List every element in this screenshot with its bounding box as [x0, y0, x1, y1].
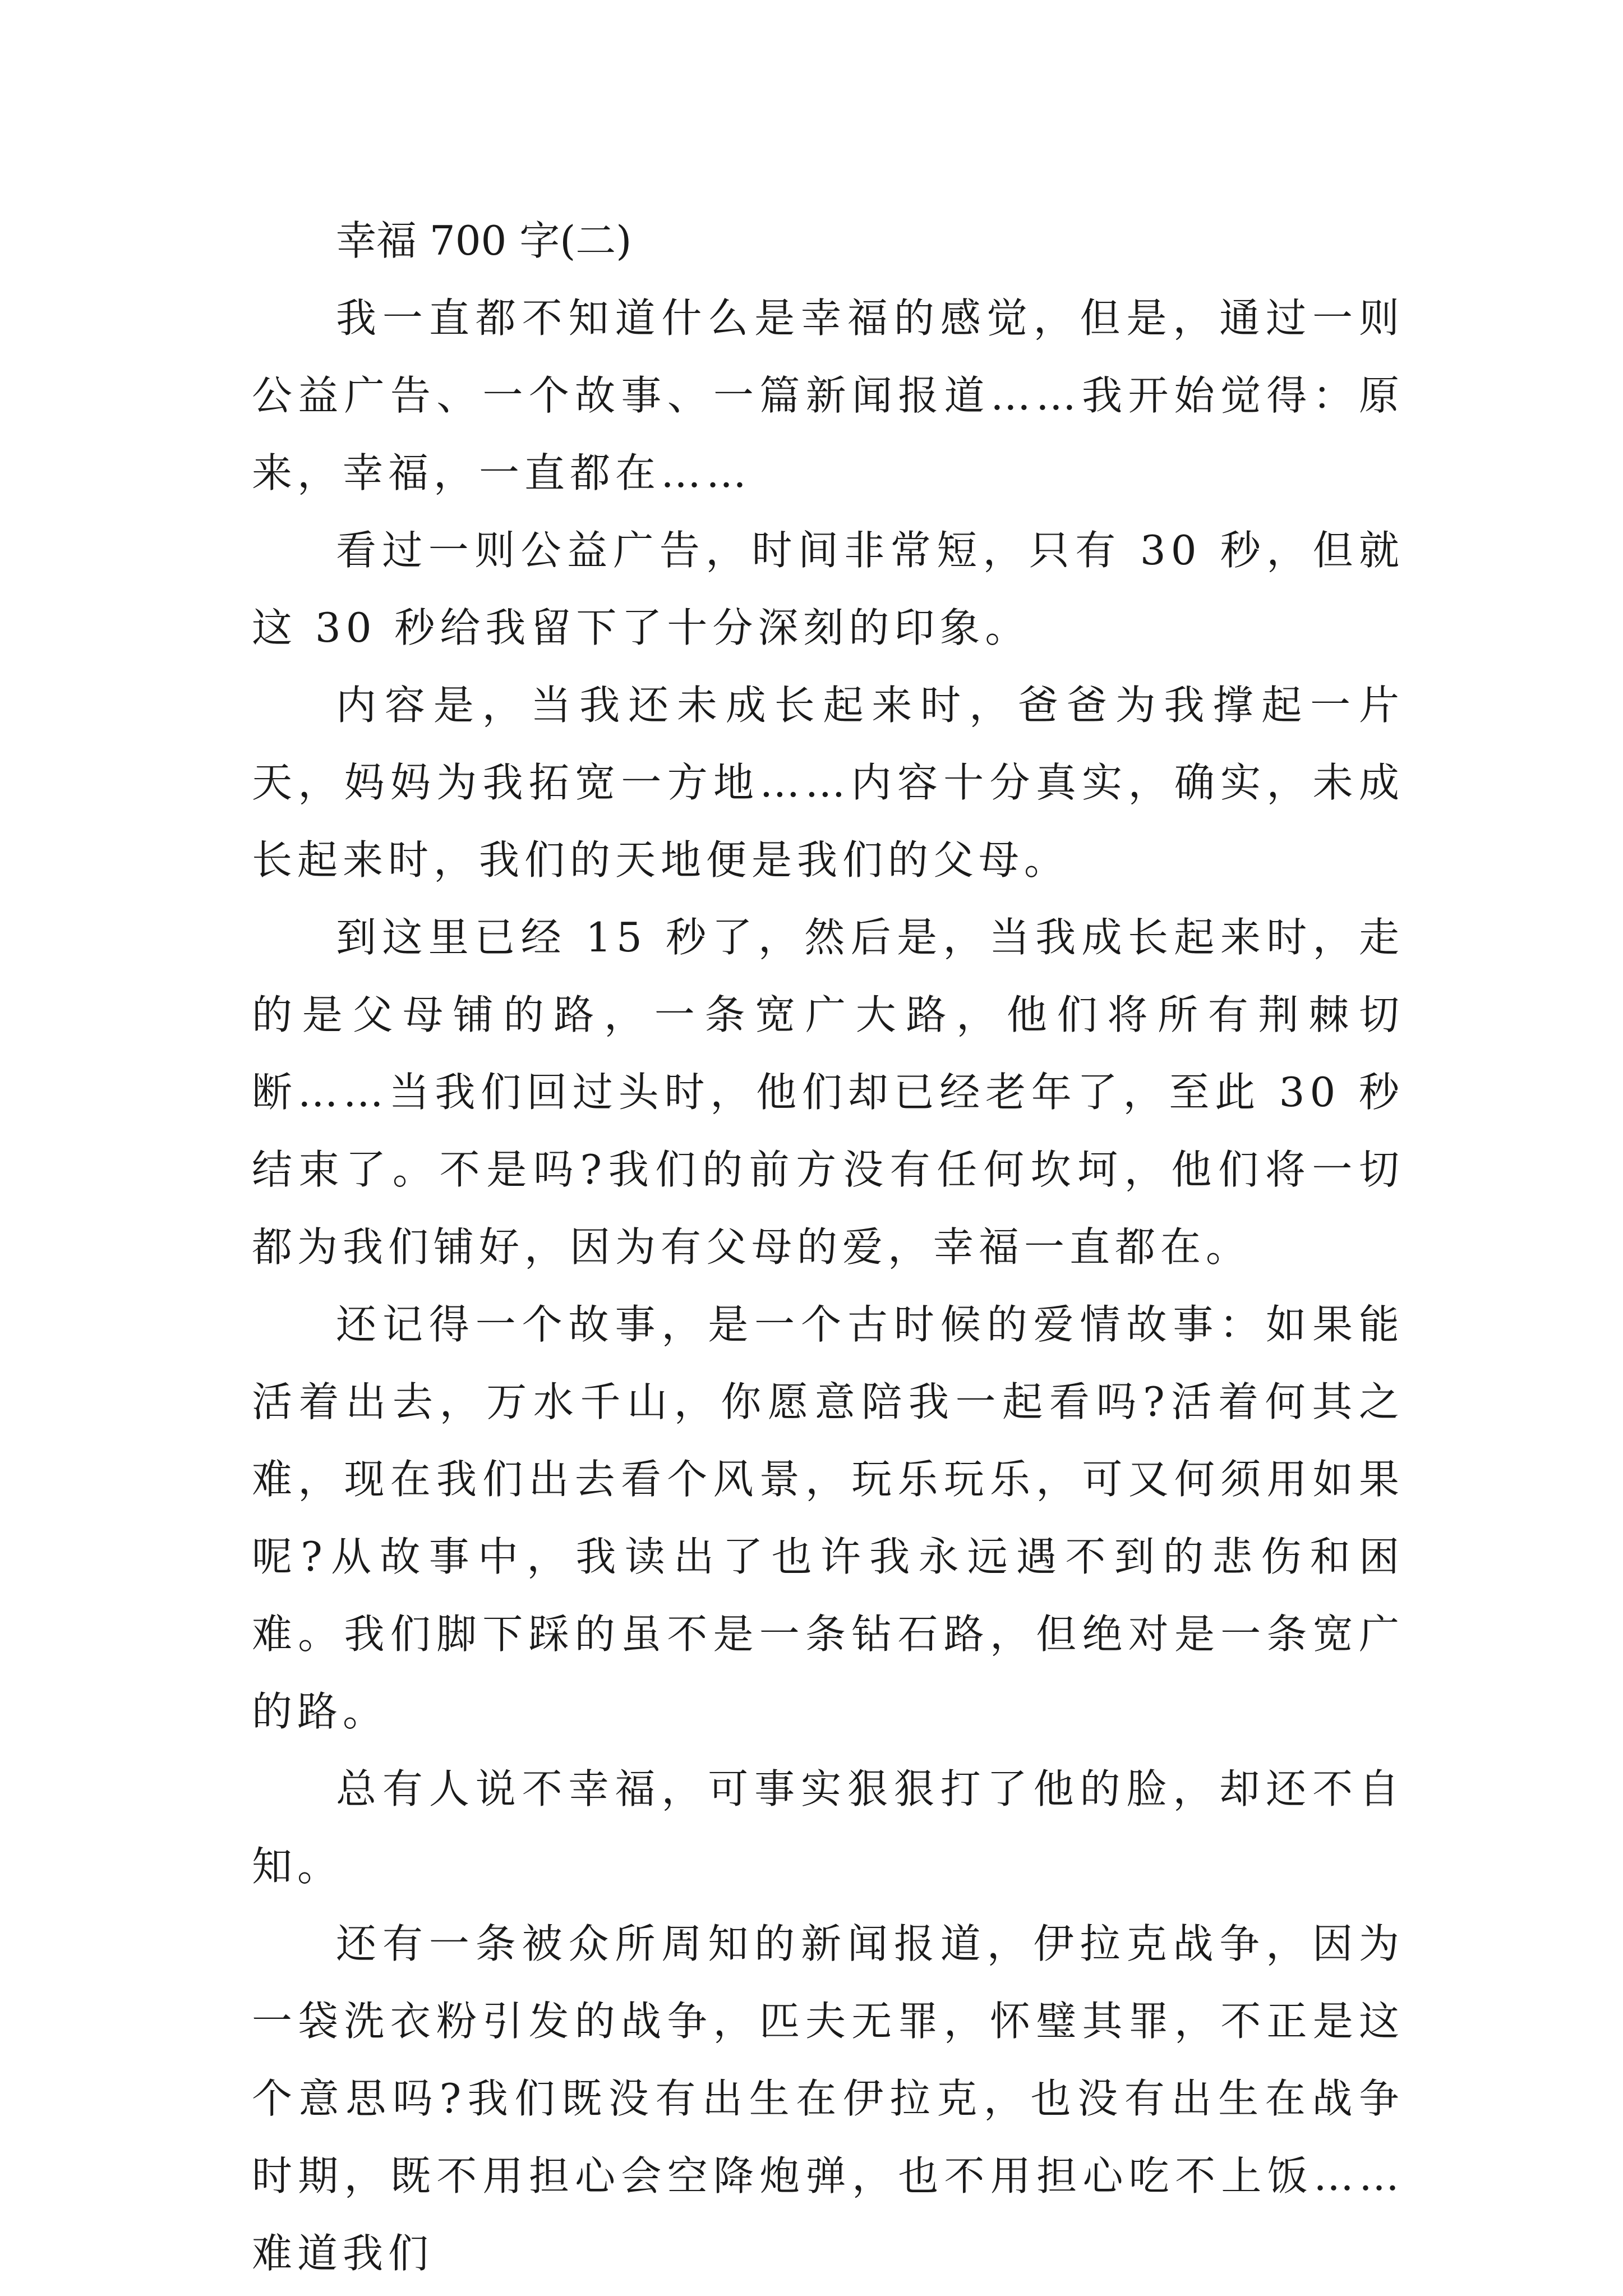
- paragraph-3: 内容是，当我还未成长起来时，爸爸为我撑起一片天，妈妈为我拓宽一方地……内容十分真实，确实，未成长起来时，我们的天地便是我们的父母。: [252, 682, 1404, 884]
- paragraph-7: 还有一条被众所周知的新闻报道，伊拉克战争，因为一袋洗衣粉引发的战争，匹夫无罪，怀璧其罪，不正是这个意思吗?我们既没有出生在伊拉克，也没有出生在战争时期，既不用担心会空降炮弹，也不用担心吃不上饭……难道我们: [252, 1920, 1404, 2277]
- paragraph-1: 我一直都不知道什么是幸福的感觉，但是，通过一则公益广告、一个故事、一篇新闻报道……我开始觉得：原来，幸福，一直都在……: [252, 295, 1404, 496]
- paragraph-5: 还记得一个故事，是一个古时候的爱情故事：如果能活着出去，万水千山，你愿意陪我一起看吗?活着何其之难，现在我们出去看个风景，玩乐玩乐，可又何须用如果呢?从故事中，我读出了也许我永远遇不到的悲伤和困难。我们脚下踩的虽不是一条钻石路，但绝对是一条宽广的路。: [252, 1301, 1404, 1735]
- paragraph-4: 到这里已经 15 秒了，然后是，当我成长起来时，走的是父母铺的路，一条宽广大路，他们将所有荆棘切断……当我们回过头时，他们却已经老年了，至此 30 秒结束了。不是吗?我们的前方没有任何坎坷，他们将一切都为我们铺好，因为有父母的爱，幸福一直都在。: [252, 914, 1404, 1271]
- document-body: [252, 202, 1404, 2292]
- paragraph-2: 看过一则公益广告，时间非常短，只有 30 秒，但就这 30 秒给我留下了十分深刻的印象。: [252, 527, 1404, 651]
- paragraph-6: 总有人说不幸福，可事实狠狠打了他的脸，却还不自知。: [252, 1765, 1404, 1890]
- document-title: 幸福 700 字(二): [336, 217, 632, 264]
